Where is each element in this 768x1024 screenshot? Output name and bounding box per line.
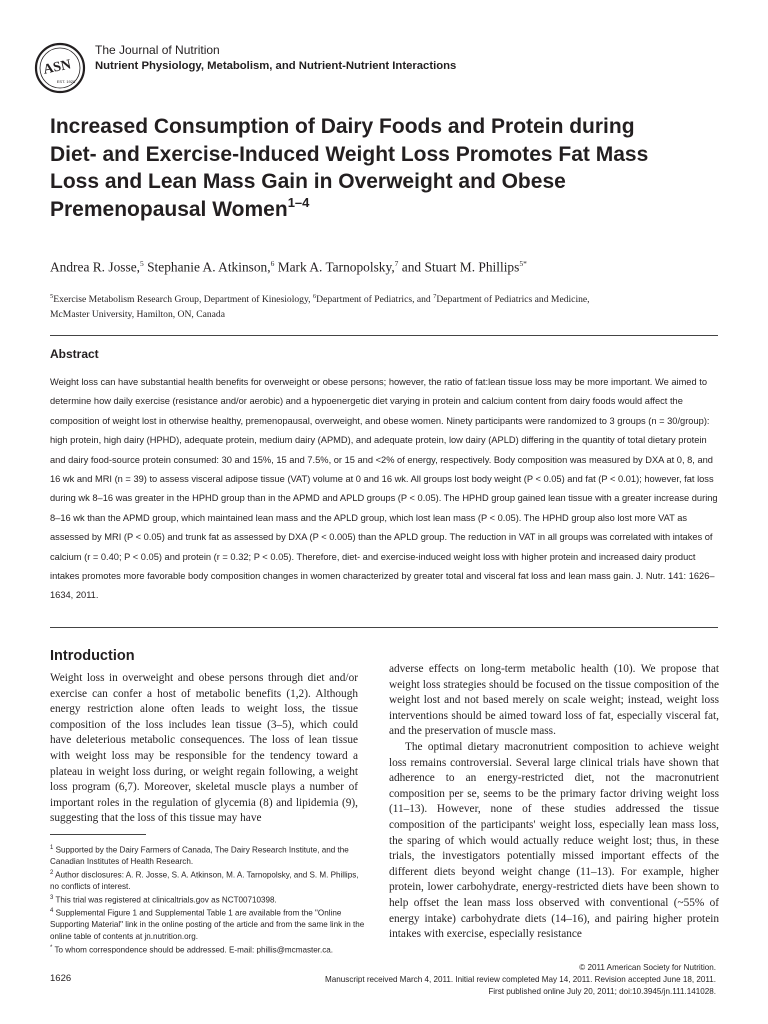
footnote: $^3$ This trial was registered at clinicaltrials.gov as NCT00710398. [50, 894, 277, 905]
copyright: © 2011 American Society for Nutrition. [579, 963, 716, 972]
author-name: Mark A. Tarnopolsky, [274, 259, 395, 275]
author-affiliation-ref: 7 [394, 259, 399, 268]
author-affiliation-ref: 5* [519, 259, 527, 268]
footnote-rule [50, 834, 146, 835]
title-text: Increased Consumption of Dairy Foods and Protein during Diet- and Exercise-Induced Weight Loss Promotes Fat Mass Loss and Lean Mass Gain in Overweight and Obese Premenopausal Women [50, 115, 649, 221]
manuscript-dates: Manuscript received March 4, 2011. Initial review completed May 14, 2011. Revision accepted June 18, 2011. [325, 975, 716, 984]
doi-line: First published online July 20, 2011; doi:10.3945/jn.111.141028. [488, 986, 716, 996]
intro-paragraph: The optimal dietary macronutrient composition to achieve weight loss remains controversial. Several large clinical trials have shown that adherence to an energy-restricted diet, not the macronutrient composition per se, seems to be the primary factor driving weight loss (11–13). However, none of these studies addressed the tissue composition of the participants' weight loss, especially lean mass loss, the sparing of which would actually reduce weight lost; thus, in these trials, the investigators potentially missed important effects of the different diets beyond weight change (11–13). For example, higher protein, lower carbohydrate, energy-restricted diets have been shown to help offset the lean mass loss observed with conventional (~55% of energy intake) carbohydrate diets (14–16), and pairing higher protein intakes with exercise, especially resistance [389, 740, 719, 941]
author-name: Andrea R. Josse, [50, 259, 141, 275]
section-name: Nutrient Physiology, Metabolism, and Nutrient-Nutrient Interactions [95, 60, 457, 72]
intro-paragraph: adverse effects on long-term metabolic health (10). We propose that weight loss strategies should be focused on the tissue composition of the weight lost and not based merely on scale weight; instead, weight loss interventions should be aimed toward loss of fat, especially visceral fat, and the preservation of muscle mass. [389, 663, 719, 738]
page-number: 1626 [50, 973, 72, 984]
footnote: $^4$ Supplemental Figure 1 and Supplemental Table 1 are available from the "Online Supporting Material" link in the online posting of the article and from the same link in the online table of contents at jn.nutrition.org. [50, 908, 365, 941]
author-list [50, 259, 527, 275]
intro-paragraph: Weight loss in overweight and obese persons through diet and/or exercise can confer a host of metabolic benefits (1,2). Although energy restriction alone often leads to weight loss, the tissue composition of the loss includes lean tissue (3–5), which could have deleterious metabolic consequences. The loss of lean tissue with weight loss may be responsible for the tendency toward a plateau in weight loss during, or weight regain following, a weight loss program (6,7). Moreover, skeletal muscle plays a number of important roles in the regulation of glycemia (8) and lipidemia (9), suggesting that the loss of this tissue may have [50, 672, 358, 825]
logo-subtext: EST. 1928 [56, 79, 76, 84]
left-column [50, 671, 358, 827]
affiliations: $^5$Exercise Metabolism Research Group, Department of Kinesiology, $^6$Department of Pediatrics, and $^7$Department of Pediatrics and Medicine, McMaster University, Hamilton, ON, Canada [50, 293, 590, 321]
title-footnote-ref: 1–4 [287, 194, 310, 210]
logo-text: ASN [42, 57, 73, 78]
footnote: * To whom correspondence should be addressed. E-mail: phillis@mcmaster.ca. [50, 944, 334, 955]
author-name: Stephanie A. Atkinson, [143, 259, 271, 275]
author-name: and Stuart M. Phillips [398, 259, 520, 275]
manuscript-info [325, 974, 716, 997]
author-affiliation-ref: 5 [140, 259, 144, 268]
footnotes [50, 843, 368, 956]
abstract-body: Weight loss can have substantial health benefits for overweight or obese persons; however, the ratio of fat:lean tissue loss may be more important. We aimed to determine how daily exercise (resistance and/or aerobic) and a hypoenergetic diet varying in protein and calcium content from dairy foods would affect the composition of weight lost in otherwise healthy, premenopausal, overweight, and obese women. Ninety participants were randomized to 3 groups (n = 30/group): high protein, high dairy (HPHD), adequate protein, medium dairy (APMD), and adequate protein, low dairy (APLD) differing in the quantity of total dietary protein and dairy food-source protein consumed: 30 and 15%, 15 and 7.5%, or 15 and <2% of energy, respectively. Body composition was measured by DXA at 0, 8, and 16 wk and MRI (n = 39) to assess visceral adipose tissue (VAT) volume at 0 and 16 wk. All groups lost body weight (P < 0.05) and fat (P < 0.01); however, fat loss during wk 8–16 was greater in the HPHD group than in the APMD and APLD groups (P < 0.05). The HPHD group gained lean tissue with a greater increase during 8–16 wk than the APMD group, which maintained lean mass and the APLD group, which lost lean mass (P < 0.05). The HPHD group also lost more VAT as assessed by MRI (P < 0.05) and trunk fat as assessed by DXA (P < 0.005) than the APLD group. The reduction in VAT in all groups was correlated with intakes of calcium (r = 0.40; P < 0.05) and protein (r = 0.32; P < 0.05). Therefore, diet- and exercise-induced weight loss with higher protein and increased dairy product intakes promotes more favorable body composition changes in women characterized by greater total and visceral fat loss and lean mass gain. J. Nutr. 141: 1626–1634, 2011. [50, 377, 718, 601]
journal-name: The Journal of Nutrition [95, 43, 220, 57]
asn-logo [34, 42, 86, 94]
introduction-heading: Introduction [50, 648, 135, 664]
right-column [389, 662, 719, 943]
abstract-bottom-rule [50, 627, 718, 628]
article-title [50, 113, 650, 223]
abstract-heading: Abstract [50, 347, 99, 361]
abstract-top-rule [50, 335, 718, 336]
footnote: $^2$ Author disclosures: A. R. Josse, S. A. Atkinson, M. A. Tarnopolsky, and S. M. Phillips, no conflicts of interest. [50, 869, 359, 892]
author-affiliation-ref: 6 [270, 259, 275, 268]
footnote: $^1$ Supported by the Dairy Farmers of Canada, The Dairy Research Institute, and the Canadian Institutes of Health Research. [50, 845, 349, 867]
